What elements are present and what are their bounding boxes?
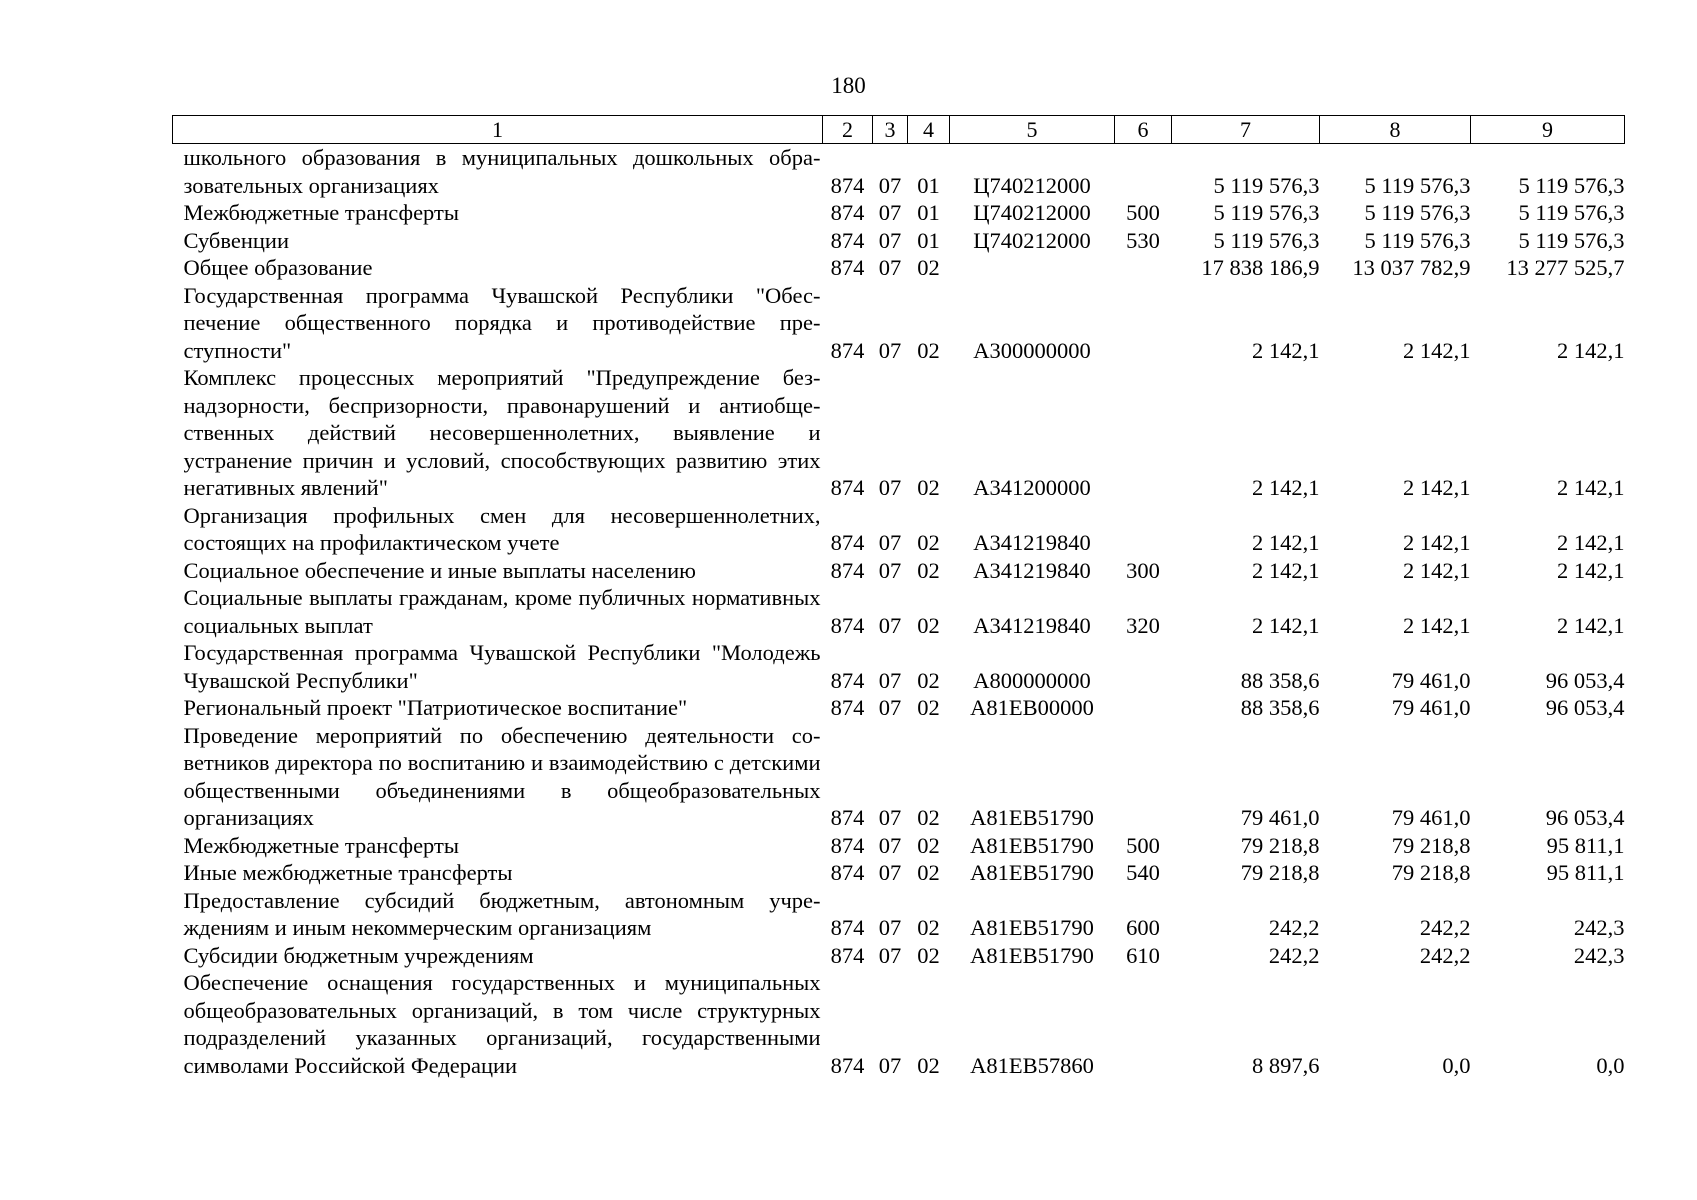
grbs-code: 874 <box>830 255 865 280</box>
table-row <box>173 694 1625 722</box>
amount-col-7: 5 119 576,3 <box>1213 227 1320 253</box>
table-header <box>173 116 1625 144</box>
section-code: 07 <box>878 255 902 280</box>
table-row <box>173 942 1625 970</box>
target-article-code: А81ЕВ57860 <box>970 1052 1094 1078</box>
expense-type-code <box>1115 364 1172 502</box>
amount-col-7: 2 142,1 <box>1252 337 1320 363</box>
row-name: Проведение мероприятий по обеспечению деятельности советников директора по воспитанию и взаимодействию с детскими общественными объединениями в общеобразовательных организациях <box>183 722 821 830</box>
section-code: 07 <box>878 860 902 885</box>
amount-col-8: 242,2 <box>1419 942 1471 968</box>
amount-col-8: 79 461,0 <box>1391 695 1471 720</box>
column-header-2: 2 <box>823 116 873 144</box>
amount-col-7: 2 142,1 <box>1252 475 1320 500</box>
amount-col-9: 95 811,1 <box>1546 860 1625 885</box>
amount-col-7: 5 119 576,3 <box>1213 200 1320 225</box>
subsection-code: 02 <box>917 695 940 720</box>
target-article-code: А341219840 <box>973 530 1091 555</box>
expense-type-code: 540 <box>1126 860 1160 885</box>
amount-col-8: 242,2 <box>1419 915 1471 940</box>
amount-col-7: 79 218,8 <box>1240 832 1320 858</box>
amount-col-9: 96 053,4 <box>1545 805 1625 830</box>
row-name: Государственная программа Чувашской Республики "Молодежь Чувашской Республики" <box>183 640 821 693</box>
grbs-code: 874 <box>830 860 865 885</box>
amount-col-9: 95 811,1 <box>1546 832 1625 858</box>
amount-col-9: 2 142,1 <box>1557 557 1625 583</box>
target-article-code: А800000000 <box>973 667 1091 693</box>
amount-col-8: 79 461,0 <box>1391 667 1471 693</box>
target-article-code: Ц740212000 <box>973 172 1091 198</box>
row-name: Иные межбюджетные трансферты <box>183 860 513 885</box>
amount-col-7: 79 461,0 <box>1240 805 1320 830</box>
target-article-code: А81ЕВ51790 <box>970 915 1094 940</box>
section-code: 07 <box>878 557 902 583</box>
amount-col-7: 8 897,6 <box>1252 1052 1320 1078</box>
column-header-7: 7 <box>1172 116 1320 144</box>
column-number-row <box>173 116 1625 144</box>
grbs-code: 874 <box>830 337 865 363</box>
section-code: 07 <box>878 695 902 720</box>
target-article-code: А341219840 <box>973 612 1091 638</box>
row-name: Предоставление субсидий бюджетным, автономным учреждениям и иным некоммерческим организациям <box>183 887 821 940</box>
grbs-code: 874 <box>830 530 865 555</box>
amount-col-8: 2 142,1 <box>1403 557 1471 583</box>
grbs-code: 874 <box>830 695 865 720</box>
table-row <box>173 502 1625 557</box>
subsection-code: 02 <box>917 255 940 280</box>
subsection-code: 02 <box>917 557 940 583</box>
table-row <box>173 887 1625 942</box>
amount-col-9: 2 142,1 <box>1557 337 1625 363</box>
target-article-code: Ц740212000 <box>973 227 1091 253</box>
column-header-5: 5 <box>950 116 1115 144</box>
row-name: Организация профильных смен для несовершеннолетних, состоящих на профилактическом учете <box>183 502 821 555</box>
grbs-code: 874 <box>830 915 865 940</box>
row-name: Социальные выплаты гражданам, кроме публичных нормативных социальных выплат <box>183 585 821 638</box>
column-header-8: 8 <box>1320 116 1471 144</box>
amount-col-8: 0,0 <box>1442 1052 1471 1078</box>
subsection-code: 02 <box>917 942 940 968</box>
target-article-code: А81ЕВ51790 <box>970 860 1094 885</box>
column-header-9: 9 <box>1471 116 1625 144</box>
amount-col-9: 2 142,1 <box>1557 475 1625 500</box>
subsection-code: 02 <box>917 1052 940 1078</box>
amount-col-9: 5 119 576,3 <box>1518 172 1625 198</box>
table-row <box>173 832 1625 860</box>
target-article-code: А341200000 <box>973 475 1091 500</box>
subsection-code: 01 <box>917 227 940 253</box>
target-article-code: А341219840 <box>973 557 1091 583</box>
subsection-code: 02 <box>917 860 940 885</box>
row-name: Общее образование <box>183 255 373 280</box>
table-row <box>173 364 1625 502</box>
expense-type-code <box>1115 639 1172 694</box>
target-article-code: Ц740212000 <box>973 200 1091 225</box>
target-article-code: А81ЕВ51790 <box>970 942 1094 968</box>
expense-type-code: 320 <box>1126 612 1160 638</box>
expense-type-code <box>1115 502 1172 557</box>
section-code: 07 <box>878 667 902 693</box>
amount-col-7: 242,2 <box>1268 942 1320 968</box>
row-name: Социальное обеспечение и иные выплаты населению <box>183 557 696 583</box>
amount-col-7: 17 838 186,9 <box>1201 255 1320 280</box>
subsection-code: 02 <box>917 530 940 555</box>
grbs-code: 874 <box>830 942 865 968</box>
grbs-code: 874 <box>830 557 865 583</box>
amount-col-7: 2 142,1 <box>1252 612 1320 638</box>
expense-type-code <box>1115 254 1172 282</box>
expense-type-code <box>1115 722 1172 832</box>
expense-type-code: 300 <box>1126 557 1160 583</box>
amount-col-8: 5 119 576,3 <box>1364 227 1471 253</box>
section-code: 07 <box>878 915 902 940</box>
amount-col-8: 5 119 576,3 <box>1364 200 1471 225</box>
grbs-code: 874 <box>830 172 865 198</box>
section-code: 07 <box>878 227 902 253</box>
expense-type-code: 610 <box>1126 942 1160 968</box>
target-article-code: А81ЕВ00000 <box>970 695 1094 720</box>
amount-col-8: 79 218,8 <box>1391 832 1471 858</box>
table-row <box>173 199 1625 227</box>
amount-col-8: 2 142,1 <box>1403 475 1471 500</box>
section-code: 07 <box>878 172 902 198</box>
grbs-code: 874 <box>830 227 865 253</box>
subsection-code: 02 <box>917 612 940 638</box>
table-row <box>173 969 1625 1079</box>
row-name: Комплекс процессных мероприятий "Предупреждение безнадзорности, беспризорности, правонарушений и антиобщественных действий несовершеннолетних, выявление и устранение причин и условий, способствующих развитию этих негативных явлений" <box>183 365 821 500</box>
expense-type-code: 530 <box>1126 227 1160 253</box>
subsection-code: 02 <box>917 475 940 500</box>
amount-col-7: 2 142,1 <box>1252 530 1320 555</box>
amount-col-9: 5 119 576,3 <box>1518 200 1625 225</box>
amount-col-8: 5 119 576,3 <box>1364 172 1471 198</box>
section-code: 07 <box>878 805 902 830</box>
amount-col-9: 13 277 525,7 <box>1506 255 1625 280</box>
section-code: 07 <box>878 200 902 225</box>
row-name: Региональный проект "Патриотическое воспитание" <box>183 695 688 720</box>
amount-col-7: 88 358,6 <box>1240 667 1320 693</box>
amount-col-8: 79 218,8 <box>1391 860 1471 885</box>
section-code: 07 <box>878 1052 902 1078</box>
target-article-code: А81ЕВ51790 <box>970 832 1094 858</box>
amount-col-9: 2 142,1 <box>1557 530 1625 555</box>
amount-col-7: 79 218,8 <box>1240 860 1320 885</box>
table-row <box>173 254 1625 282</box>
section-code: 07 <box>878 337 902 363</box>
amount-col-8: 2 142,1 <box>1403 612 1471 638</box>
amount-col-8: 13 037 782,9 <box>1352 255 1471 280</box>
expense-type-code <box>1115 694 1172 722</box>
subsection-code: 02 <box>917 667 940 693</box>
amount-col-8: 2 142,1 <box>1403 530 1471 555</box>
amount-col-9: 242,3 <box>1573 942 1625 968</box>
expense-type-code: 600 <box>1126 915 1160 940</box>
expense-type-code: 500 <box>1126 200 1160 225</box>
amount-col-9: 2 142,1 <box>1557 612 1625 638</box>
subsection-code: 02 <box>917 337 940 363</box>
grbs-code: 874 <box>830 667 865 693</box>
subsection-code: 02 <box>917 805 940 830</box>
amount-col-8: 2 142,1 <box>1403 337 1471 363</box>
expense-type-code: 500 <box>1126 832 1160 858</box>
section-code: 07 <box>878 530 902 555</box>
row-name: Субвенции <box>183 227 289 253</box>
table-row <box>173 639 1625 694</box>
table-row <box>173 144 1625 200</box>
row-name: Межбюджетные трансферты <box>183 832 459 858</box>
amount-col-8: 79 461,0 <box>1391 805 1471 830</box>
target-article-code: А81ЕВ51790 <box>970 805 1094 830</box>
table-row <box>173 227 1625 255</box>
row-name: Межбюджетные трансферты <box>183 200 459 225</box>
target-article-code <box>950 254 1115 282</box>
amount-col-7: 242,2 <box>1268 915 1320 940</box>
amount-col-7: 2 142,1 <box>1252 557 1320 583</box>
table-row <box>173 722 1625 832</box>
section-code: 07 <box>878 832 902 858</box>
amount-col-7: 88 358,6 <box>1240 695 1320 720</box>
table-row <box>173 557 1625 585</box>
row-name: школьного образования в муниципальных дошкольных образовательных организациях <box>183 145 821 198</box>
expense-type-code <box>1115 144 1172 200</box>
page-number: 180 <box>831 73 866 98</box>
amount-col-9: 96 053,4 <box>1545 695 1625 720</box>
section-code: 07 <box>878 475 902 500</box>
grbs-code: 874 <box>830 612 865 638</box>
grbs-code: 874 <box>830 475 865 500</box>
subsection-code: 02 <box>917 832 940 858</box>
column-header-1: 1 <box>173 116 823 144</box>
table-row <box>173 859 1625 887</box>
amount-col-7: 5 119 576,3 <box>1213 172 1320 198</box>
section-code: 07 <box>878 612 902 638</box>
row-name: Государственная программа Чувашской Республики "Обеспечение общественного порядка и противодействие преступности" <box>183 282 821 363</box>
expense-type-code <box>1115 282 1172 365</box>
target-article-code: А300000000 <box>973 337 1091 363</box>
grbs-code: 874 <box>830 832 865 858</box>
column-header-4: 4 <box>908 116 950 144</box>
budget-table <box>172 115 1625 1079</box>
row-name: Субсидии бюджетным учреждениям <box>183 942 534 968</box>
amount-col-9: 96 053,4 <box>1545 667 1625 693</box>
subsection-code: 01 <box>917 172 940 198</box>
grbs-code: 874 <box>830 805 865 830</box>
table-row <box>173 282 1625 365</box>
amount-col-9: 5 119 576,3 <box>1518 227 1625 253</box>
amount-col-9: 0,0 <box>1596 1052 1625 1078</box>
column-header-3: 3 <box>873 116 908 144</box>
subsection-code: 02 <box>917 915 940 940</box>
section-code: 07 <box>878 942 902 968</box>
grbs-code: 874 <box>830 1052 865 1078</box>
expense-type-code <box>1115 969 1172 1079</box>
table-row <box>173 584 1625 639</box>
column-header-6: 6 <box>1115 116 1172 144</box>
grbs-code: 874 <box>830 200 865 225</box>
amount-col-9: 242,3 <box>1573 915 1625 940</box>
table-body <box>173 144 1625 1080</box>
row-name: Обеспечение оснащения государственных и муниципальных общеобразовательных организаций, в том числе структурных подразделений указанных организаций, государственными символами Российской Федерации <box>183 970 821 1078</box>
subsection-code: 01 <box>917 200 940 225</box>
